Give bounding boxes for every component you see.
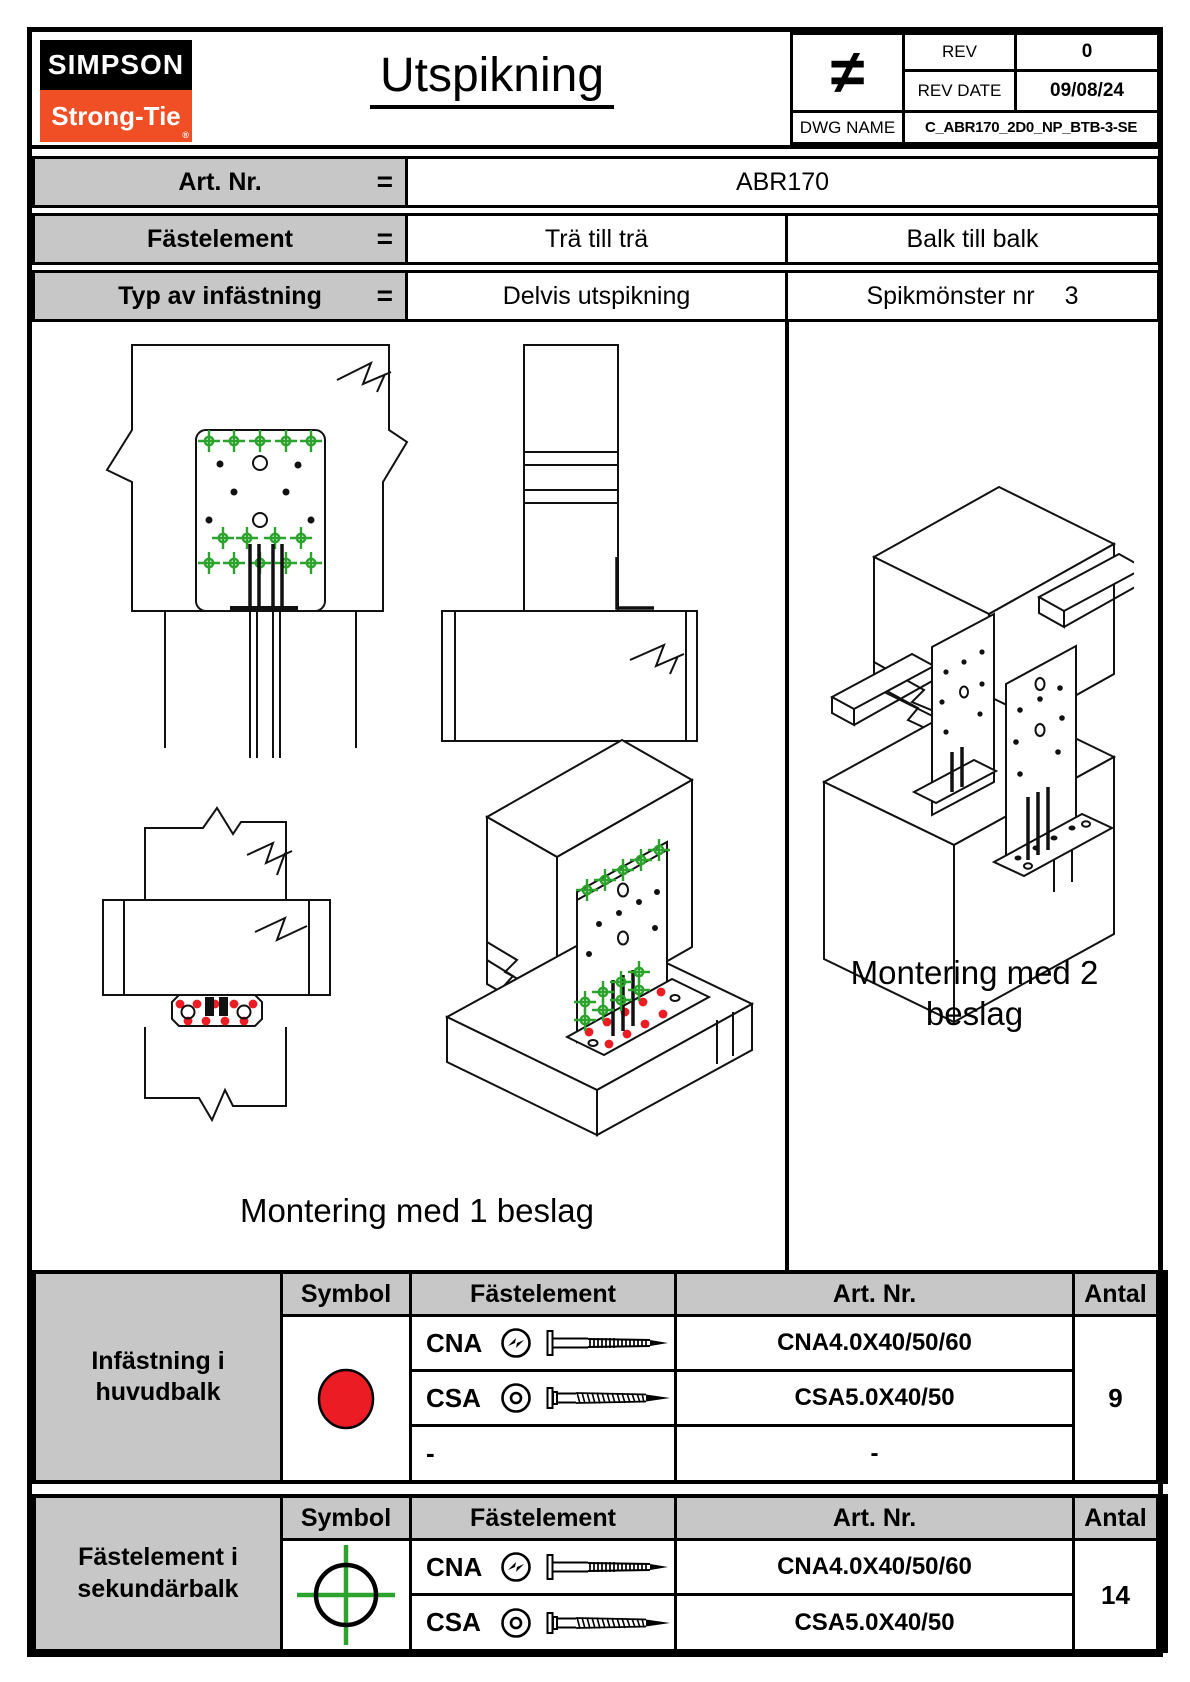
cna-head-icon (499, 1326, 532, 1360)
ring-shank-nail-icon (546, 1552, 674, 1582)
nails-edge-on (230, 544, 298, 612)
typ-left-value: Delvis utspikning (502, 281, 691, 310)
caption-one-bracket: Montering med 1 beslag (239, 1192, 595, 1229)
artnr-cna: CNA4.0X40/50/60 (677, 1541, 1072, 1593)
info-row-typ (32, 270, 1160, 322)
info-row-artnr (32, 156, 1160, 208)
page-title: Utspikning (202, 48, 782, 109)
equals-sign: = (376, 280, 393, 311)
cna-head-icon (499, 1550, 532, 1584)
symbol-red-circle-cell (283, 1317, 409, 1480)
rev-date-label: REV DATE (902, 69, 1017, 113)
secondary-beam (524, 345, 618, 611)
artnr-label: Art. Nr. (178, 167, 262, 196)
header-antal: Antal (1075, 1274, 1156, 1314)
artnr-csa: CSA5.0X40/50 (677, 1372, 1072, 1424)
symbol-crosshair-cell (283, 1541, 409, 1649)
rev-date-value: 09/08/24 (1014, 69, 1160, 113)
artnr-cna: CNA4.0X40/50/60 (677, 1317, 1072, 1369)
antal-huvudbalk: 9 (1075, 1317, 1156, 1480)
circle-crosshair-icon (291, 1543, 401, 1647)
secondary-beam (145, 808, 286, 900)
equals-sign: = (376, 166, 393, 197)
equals-sign: = (376, 223, 393, 254)
rev-value: 0 (1014, 32, 1160, 72)
header-symbol: Symbol (283, 1498, 409, 1538)
header-fastelement: Fästelement (412, 1274, 674, 1314)
projection-symbol-cell (790, 32, 905, 113)
fastelement-left-value: Trä till trä (544, 224, 649, 253)
typ-label: Typ av infästning (118, 281, 322, 310)
fastelement-right-value: Balk till balk (906, 224, 1039, 253)
info-row-fastelement (32, 213, 1160, 265)
fastener-table-sekundarbalk (32, 1494, 1168, 1653)
fastener-table-huvudbalk (32, 1270, 1168, 1484)
header-symbol: Symbol (283, 1274, 409, 1314)
logo-strongtie (40, 90, 192, 142)
artnr-value: ABR170 (735, 167, 830, 196)
fastener-row-csa: CSA (412, 1372, 674, 1424)
main-beam (103, 900, 330, 995)
sheet-border (27, 27, 1163, 1657)
wood-screw-icon (546, 1608, 674, 1638)
registered-mark: ® (182, 130, 189, 140)
rev-label: REV (902, 32, 1017, 72)
group-label-sekundarbalk: Fästelement i sekundärbalk (36, 1498, 280, 1649)
dwg-name-value: C_ABR170_2D0_NP_BTB-3-SE (902, 110, 1160, 145)
artnr-dash: - (677, 1427, 1072, 1480)
fastener-row-cna: CNA (412, 1317, 674, 1369)
revision-block (790, 32, 1160, 145)
header-antal: Antal (1075, 1498, 1156, 1538)
bracket-profile (617, 557, 654, 608)
isometric-one-bracket-drawing (417, 692, 782, 1162)
fastener-row-cna: CNA (412, 1541, 674, 1593)
red-filled-circle-icon (314, 1366, 378, 1432)
spikmonster-number: 3 (1064, 281, 1079, 310)
top-view-drawing (87, 800, 397, 1145)
fastener-row-dash: - (412, 1427, 674, 1480)
dwg-name-label: DWG NAME (790, 110, 905, 145)
artnr-csa: CSA5.0X40/50 (677, 1596, 1072, 1649)
csa-head-icon (499, 1606, 532, 1640)
csa-head-icon (499, 1381, 532, 1415)
wood-screw-icon (546, 1383, 674, 1413)
view-divider (785, 322, 789, 1270)
fastener-row-csa: CSA (412, 1596, 674, 1649)
antal-sekundarbalk: 14 (1075, 1541, 1156, 1649)
logo-strongtie-text: Strong-Tie (51, 100, 181, 131)
fastelement-label: Fästelement (147, 224, 293, 253)
header-artnr: Art. Nr. (677, 1274, 1072, 1314)
caption-two-brackets: Montering med 2 beslag (850, 954, 1099, 1032)
secondary-beam-below (145, 1027, 286, 1120)
ring-shank-nail-icon (546, 1328, 674, 1358)
header-fastelement: Fästelement (412, 1498, 674, 1538)
logo-simpson: SIMPSON (40, 40, 192, 90)
spikmonster-label: Spikmönster nr (866, 281, 1035, 310)
group-label-huvudbalk: Infästning i huvudbalk (36, 1274, 280, 1480)
front-view-drawing (87, 330, 417, 760)
drawing-area (32, 322, 1160, 1270)
red-fastener-symbols (176, 1000, 258, 1026)
header-artnr: Art. Nr. (677, 1498, 1072, 1538)
not-equal-projection-icon: ≠ (830, 37, 865, 107)
title-bar (32, 32, 1160, 149)
